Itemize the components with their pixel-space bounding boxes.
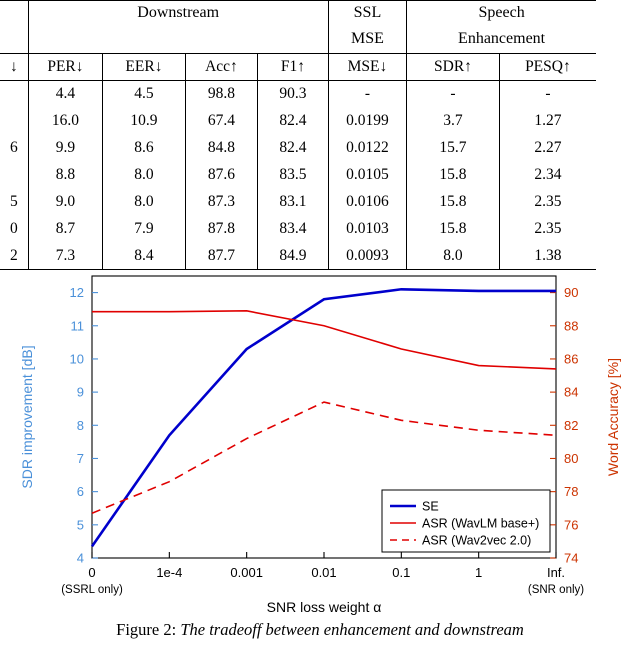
ytick-label-right: 80 [564, 450, 579, 466]
ytick-label-right: 84 [564, 384, 579, 400]
ytick-label-right: 76 [564, 517, 579, 533]
group-sub-blank [0, 27, 28, 54]
cell-mse: - [328, 81, 407, 108]
cell-mse: 0.0106 [328, 189, 407, 216]
cell-ic: 87.8 [185, 216, 257, 243]
cell-pr: 4.4 [28, 81, 102, 108]
ytick-label-left: 7 [76, 450, 84, 466]
cell-method [0, 81, 28, 108]
cell-pr: 16.0 [28, 108, 102, 135]
cell-pr: 7.3 [28, 243, 102, 270]
cell-sf: 83.1 [258, 189, 328, 216]
xtick-label: 1 [475, 565, 483, 580]
cell-pesq: 1.38 [499, 243, 596, 270]
col-header-pr: PER↓ [28, 54, 102, 81]
cell-asv: 8.0 [103, 189, 186, 216]
ytick-label-left: 12 [69, 285, 84, 301]
cell-pesq: 2.27 [499, 135, 596, 162]
col-header-method: ↓ [0, 54, 28, 81]
cell-sdr: 15.8 [407, 189, 500, 216]
cell-pesq: 2.35 [499, 216, 596, 243]
ytick-label-right: 78 [564, 484, 579, 500]
cell-sf: 83.5 [258, 162, 328, 189]
x-axis-label: SNR loss weight α [266, 599, 382, 615]
cell-pr: 9.9 [28, 135, 102, 162]
legend-label-1: ASR (WavLM base+) [422, 516, 540, 531]
ytick-label-right: 90 [564, 285, 579, 301]
ytick-label-left: 6 [76, 484, 84, 500]
table-row [0, 216, 596, 243]
xtick-label: Inf. [546, 565, 566, 580]
ytick-label-left: 4 [76, 550, 84, 566]
table-row [0, 135, 596, 162]
cell-asv: 4.5 [103, 81, 186, 108]
col-header-pesq: PESQ↑ [499, 54, 596, 81]
xtick-label: 0.001 [230, 565, 263, 580]
ytick-label-left: 5 [76, 517, 84, 533]
figure-caption [0, 620, 640, 640]
cell-mse: 0.0103 [328, 216, 407, 243]
xtick-label: 1e-4 [156, 565, 183, 580]
ytick-label-right: 86 [564, 351, 579, 367]
results-table [0, 0, 596, 270]
col-header-ic: Acc↑ [185, 54, 257, 81]
cell-sdr: 15.8 [407, 216, 500, 243]
table-row [0, 162, 596, 189]
series-line-1 [92, 311, 556, 369]
cell-method: 6 [9, 138, 18, 156]
cell-sf: 83.4 [258, 216, 328, 243]
cell-ic: 67.4 [185, 108, 257, 135]
figure-caption-text: The tradeoff between enhancement and downstream [180, 620, 524, 639]
legend-label-2: ASR (Wav2vec 2.0) [422, 533, 532, 548]
chart-figure [0, 258, 640, 618]
cell-asv: 10.9 [103, 108, 186, 135]
legend-label-0: SE [422, 499, 439, 514]
cell-asv: 8.6 [103, 135, 186, 162]
cell-ic: 98.8 [185, 81, 257, 108]
xtick-label: 0.01 [311, 565, 337, 580]
group-sub-se: Enhancement [407, 27, 596, 54]
table-row [0, 189, 596, 216]
results-table-container [0, 0, 596, 264]
col-header-sf: F1↑ [258, 54, 328, 81]
cell-asv: 8.4 [103, 243, 186, 270]
xtick-label: 0.1 [392, 565, 411, 580]
col-header-sdr: SDR↑ [407, 54, 500, 81]
ytick-label-right: 88 [564, 318, 579, 334]
group-header-ssl: SSL [328, 1, 407, 27]
group-sub-downstream [28, 27, 328, 54]
cell-ic: 84.8 [185, 135, 257, 162]
y-axis-label-left: SDR improvement [dB] [19, 345, 35, 489]
cell-pr: 8.7 [28, 216, 102, 243]
table-column-header-row [0, 54, 596, 81]
cell-ic: 87.7 [185, 243, 257, 270]
cell-asv: 8.0 [103, 162, 186, 189]
cell-pesq: 2.34 [499, 162, 596, 189]
ytick-label-left: 11 [70, 318, 84, 334]
ytick-label-left: 9 [76, 384, 84, 400]
figure-caption-label: Figure 2: [116, 620, 177, 639]
cell-ic: 87.3 [185, 189, 257, 216]
ytick-label-right: 82 [564, 417, 579, 433]
table-row [0, 108, 596, 135]
cell-method: 5 [9, 192, 18, 210]
cell-sdr: 8.0 [407, 243, 500, 270]
ytick-label-left: 8 [76, 417, 84, 433]
table-group-header-row-1 [0, 1, 596, 27]
table-group-header-row-2 [0, 27, 596, 54]
col-header-mse: MSE↓ [328, 54, 407, 81]
tradeoff-line-chart [0, 258, 640, 618]
ytick-label-right: 74 [564, 550, 579, 566]
cell-sf: 90.3 [258, 81, 328, 108]
cell-sdr: - [407, 81, 500, 108]
table-row [0, 81, 596, 108]
cell-pr: 9.0 [28, 189, 102, 216]
col-header-asv: EER↓ [103, 54, 186, 81]
cell-sdr: 3.7 [407, 108, 500, 135]
group-sub-ssl: MSE [328, 27, 407, 54]
group-header-se: Speech [407, 1, 596, 27]
cell-mse: 0.0093 [328, 243, 407, 270]
cell-mse: 0.0105 [328, 162, 407, 189]
xtick-label: 0 [88, 565, 96, 580]
cell-asv: 7.9 [103, 216, 186, 243]
cell-sf: 82.4 [258, 108, 328, 135]
cell-sf: 84.9 [258, 243, 328, 270]
y-axis-label-right: Word Accuracy [%] [605, 357, 621, 477]
cell-pesq: - [499, 81, 596, 108]
xtick-sublabel: (SNR only) [527, 584, 585, 596]
cell-method [0, 162, 28, 189]
cell-method: 0 [9, 219, 18, 237]
cell-pesq: 2.35 [499, 189, 596, 216]
group-header-downstream: Downstream [28, 1, 328, 27]
cell-mse: 0.0199 [328, 108, 407, 135]
xtick-sublabel: (SSRL only) [61, 584, 123, 596]
cell-pesq: 1.27 [499, 108, 596, 135]
ytick-label-left: 10 [69, 351, 84, 367]
cell-mse: 0.0122 [328, 135, 407, 162]
cell-method [0, 108, 28, 135]
cell-method: 2 [0, 243, 28, 270]
group-header-blank [0, 1, 28, 27]
cell-sf: 82.4 [258, 135, 328, 162]
cell-sdr: 15.8 [407, 162, 500, 189]
cell-pr: 8.8 [28, 162, 102, 189]
cell-ic: 87.6 [185, 162, 257, 189]
cell-sdr: 15.7 [407, 135, 500, 162]
